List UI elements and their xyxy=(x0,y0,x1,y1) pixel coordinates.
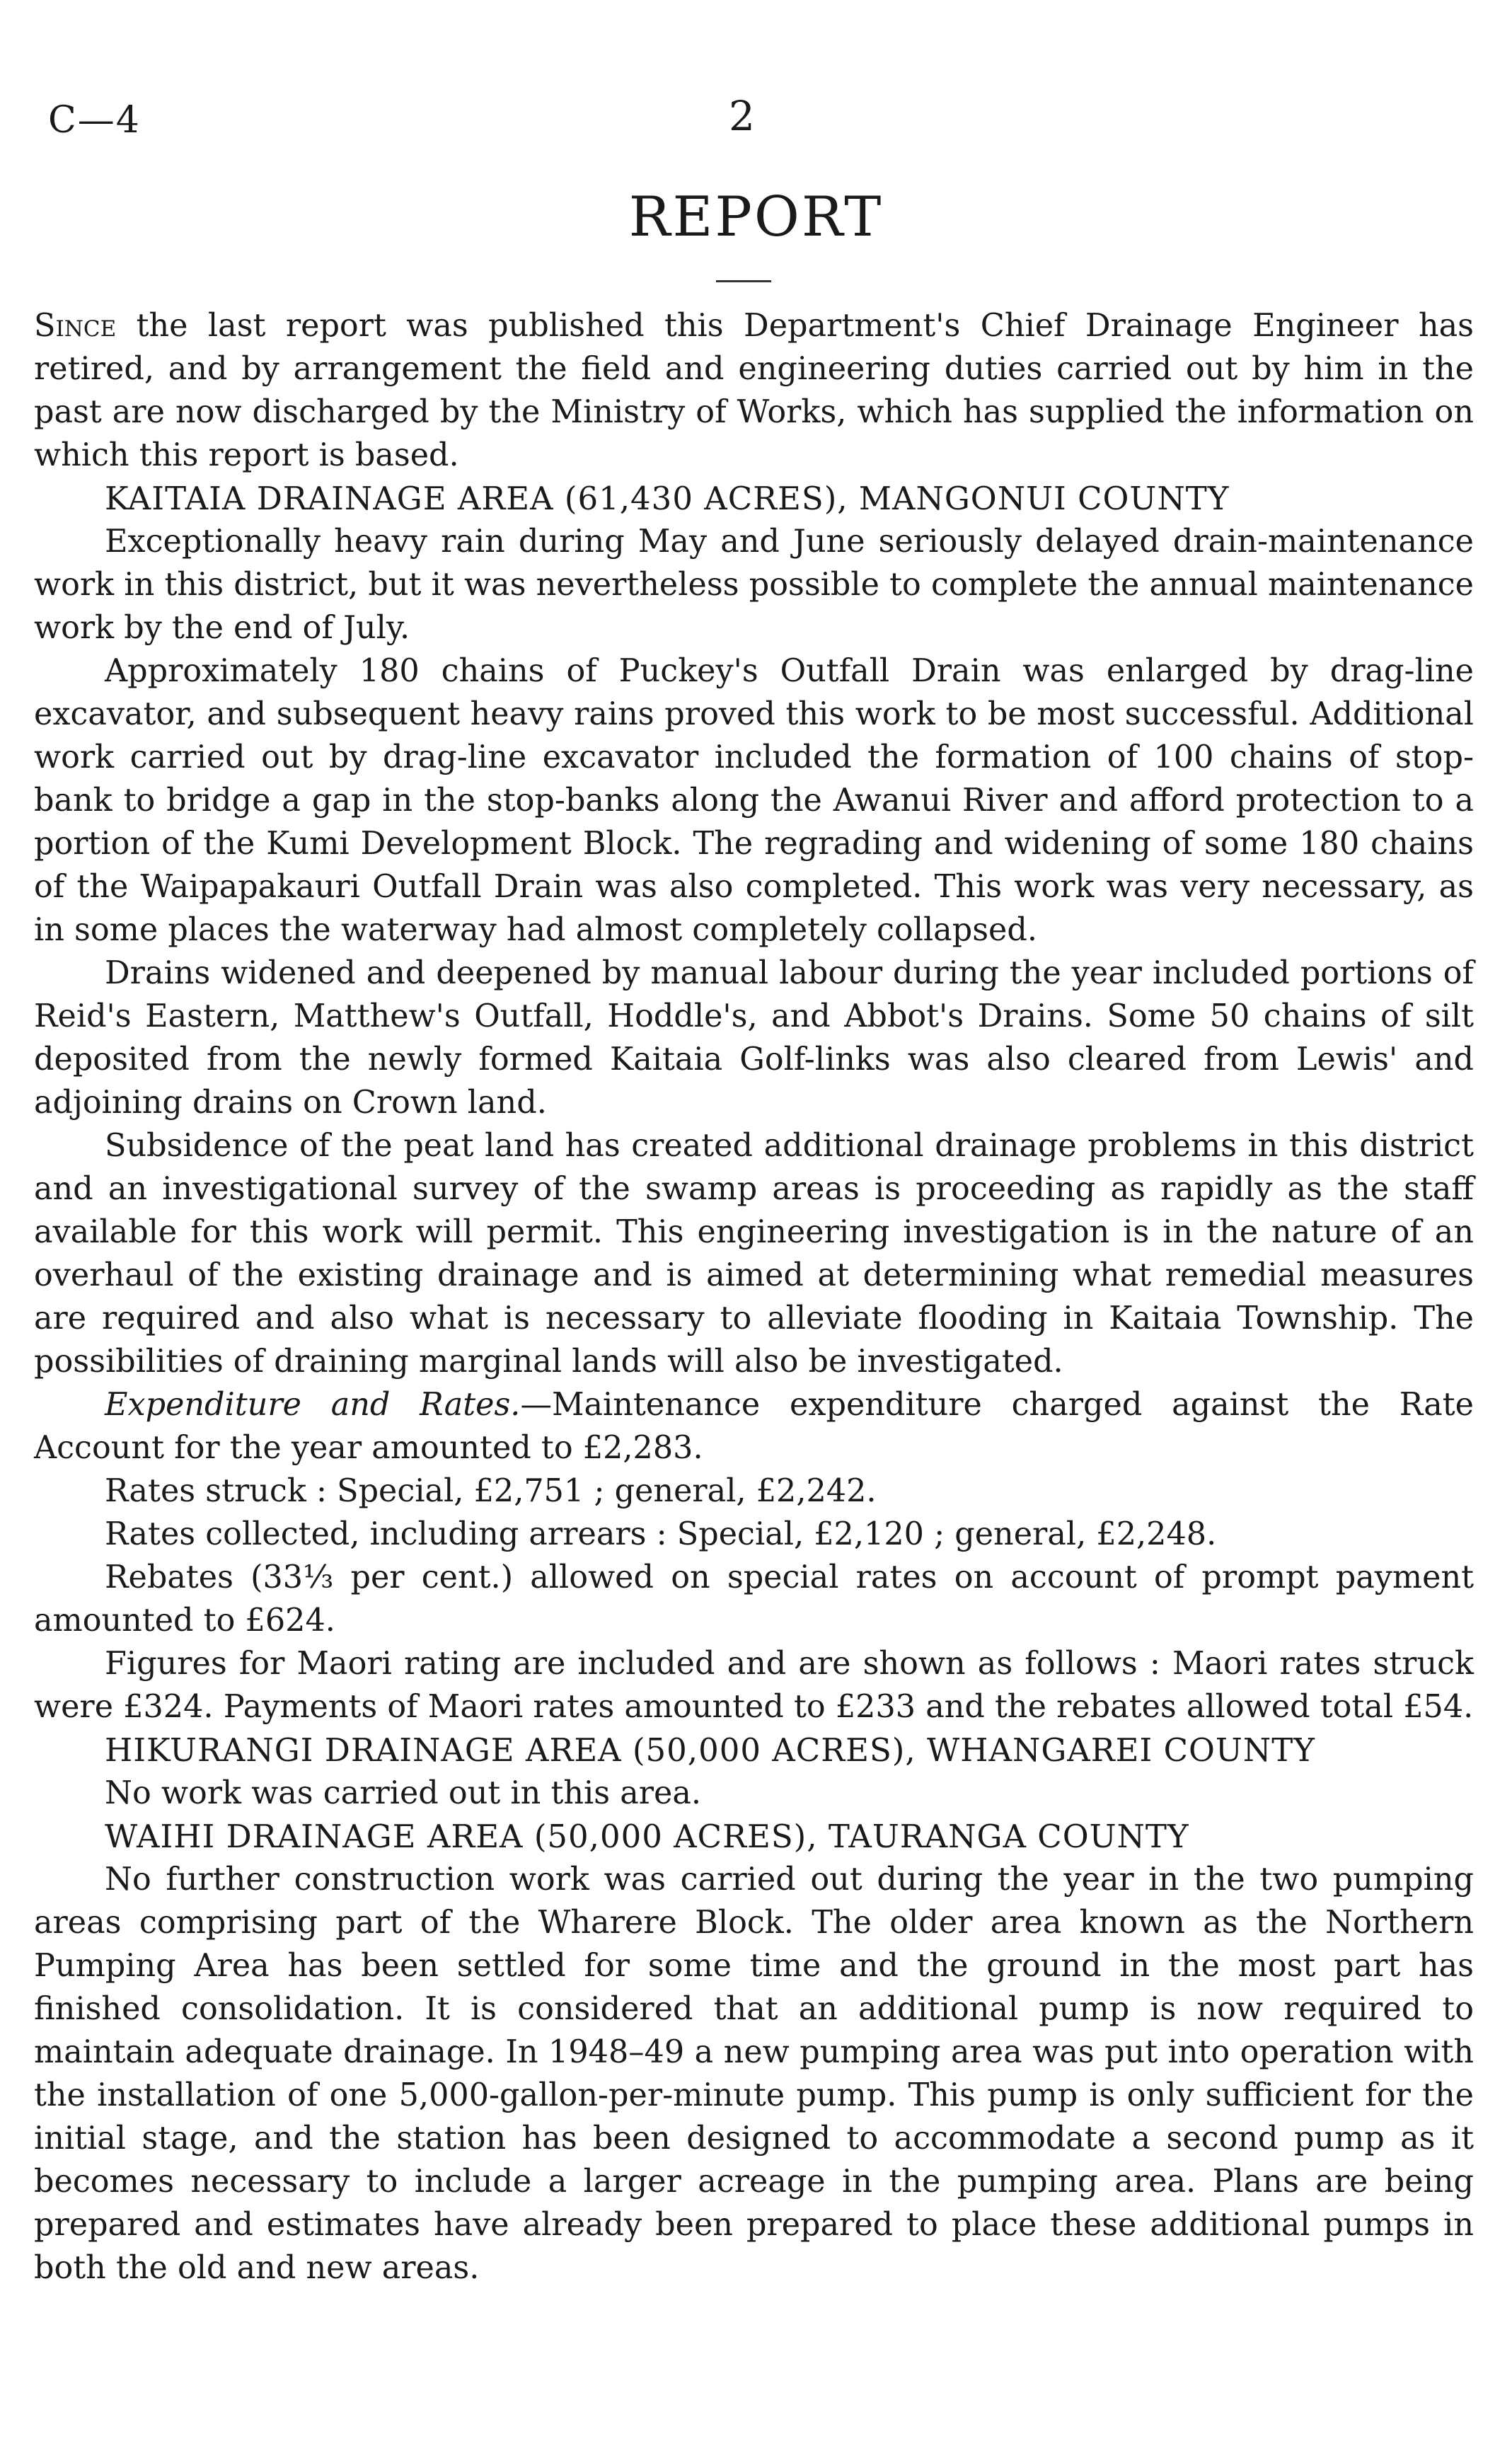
rebates: Rebates (33⅓ per cent.) allowed on special rates on account of prompt payment amounted to £624. xyxy=(34,1559,1474,1639)
expenditure-label: Expenditure and Rates. xyxy=(105,1387,521,1423)
expenditure-paragraph xyxy=(34,1383,1474,1470)
kaitaia-paragraph: Subsidence of the peat land has created additional drainage problems in this district and an investigational survey of the swamp areas is proceeding as rapidly as the staff available for this work will permit. This engineering investigation is in the nature of an overhaul of the existing drainage and is aimed at determining what remedial measures are required and also what is necessary to alleviate flooding in Kaitaia Township. The possibilities of draining marginal lands will also be investigated. xyxy=(34,1128,1474,1380)
waihi-paragraph: No further construction work was carried out during the year in the two pumping areas comprising part of the Wharere Block. The older area known as the Northern Pumping Area has been settled for some time and the ground in the most part has finished consolidation. It is considered that an additional pump is now required to maintain adequate drainage. In 1948–49 a new pumping area was put into operation with the installation of one 5,000-gallon-per-minute pump. This pump is only sufficient for the initial stage, and the station has been designed to accommodate a second pump as it becomes necessary to include a larger acreage in the pumping area. Plans are being prepared and estimates have already been prepared to place these additional pumps in both the old and new areas. xyxy=(34,1862,1474,2286)
expenditure-text: —Maintenance expenditure charged against the Rate Account for the year amounted to £2,283. xyxy=(34,1387,1475,1466)
maori-rating: Figures for Maori rating are included and are shown as follows : Maori rates struck were £324. Payments of Maori rates amounted to £233 and the rebates allowed total £54. xyxy=(34,1646,1474,1725)
title-divider xyxy=(716,280,771,282)
kaitaia-paragraph: Approximately 180 chains of Puckey's Outfall Drain was enlarged by drag-line excavator, and subsequent heavy rains proved this work to be most successful. Additional work carried out by drag-line excavator included the formation of 100 chains of stop-bank to bridge a gap in the stop-banks along the Awanui River and afford protection to a portion of the Kumi Development Block. The regrading and widening of some 180 chains of the Waipapakauri Outfall Drain was also completed. This work was very necessary, as in some places the waterway had almost completely collapsed. xyxy=(34,653,1474,948)
report-body xyxy=(34,304,1474,2290)
kaitaia-paragraph: Drains widened and deepened by manual labour during the year included portions of Reid's Eastern, Matthew's Outfall, Hoddle's, and Abbot's Drains. Some 50 chains of silt deposited from the newly formed Kaitaia Golf-links was also cleared from Lewis' and adjoining drains on Crown land. xyxy=(34,955,1474,1121)
intro-lead-word: Since xyxy=(34,308,117,344)
section-heading-hikurangi: HIKURANGI DRAINAGE AREA (50,000 ACRES), WHANGAREI COUNTY xyxy=(105,1731,1315,1769)
intro-paragraph xyxy=(34,304,1474,477)
page-title: REPORT xyxy=(628,185,884,249)
hikurangi-paragraph: No work was carried out in this area. xyxy=(105,1775,702,1811)
section-heading-waihi: WAIHI DRAINAGE AREA (50,000 ACRES), TAURANGA COUNTY xyxy=(105,1818,1189,1855)
section-heading-kaitaia: KAITAIA DRAINAGE AREA (61,430 ACRES), MANGONUI COUNTY xyxy=(105,480,1230,517)
rates-collected: Rates collected, including arrears : Special, £2,120 ; general, £2,248. xyxy=(105,1516,1217,1552)
intro-text: the last report was published this Department's Chief Drainage Engineer has retired, and by arrangement the field and engineering duties carried out by him in the past are now discharged by the Ministry of Works, which has supplied the information on which this report is based. xyxy=(34,308,1474,473)
kaitaia-paragraph: Exceptionally heavy rain during May and June seriously delayed drain-maintenance work in this district, but it was nevertheless possible to complete the annual maintenance work by the end of July. xyxy=(34,524,1474,646)
document-reference: C—4 xyxy=(48,99,141,142)
page-number: 2 xyxy=(729,92,755,140)
rates-struck: Rates struck : Special, £2,751 ; general, £2,242. xyxy=(105,1473,877,1509)
